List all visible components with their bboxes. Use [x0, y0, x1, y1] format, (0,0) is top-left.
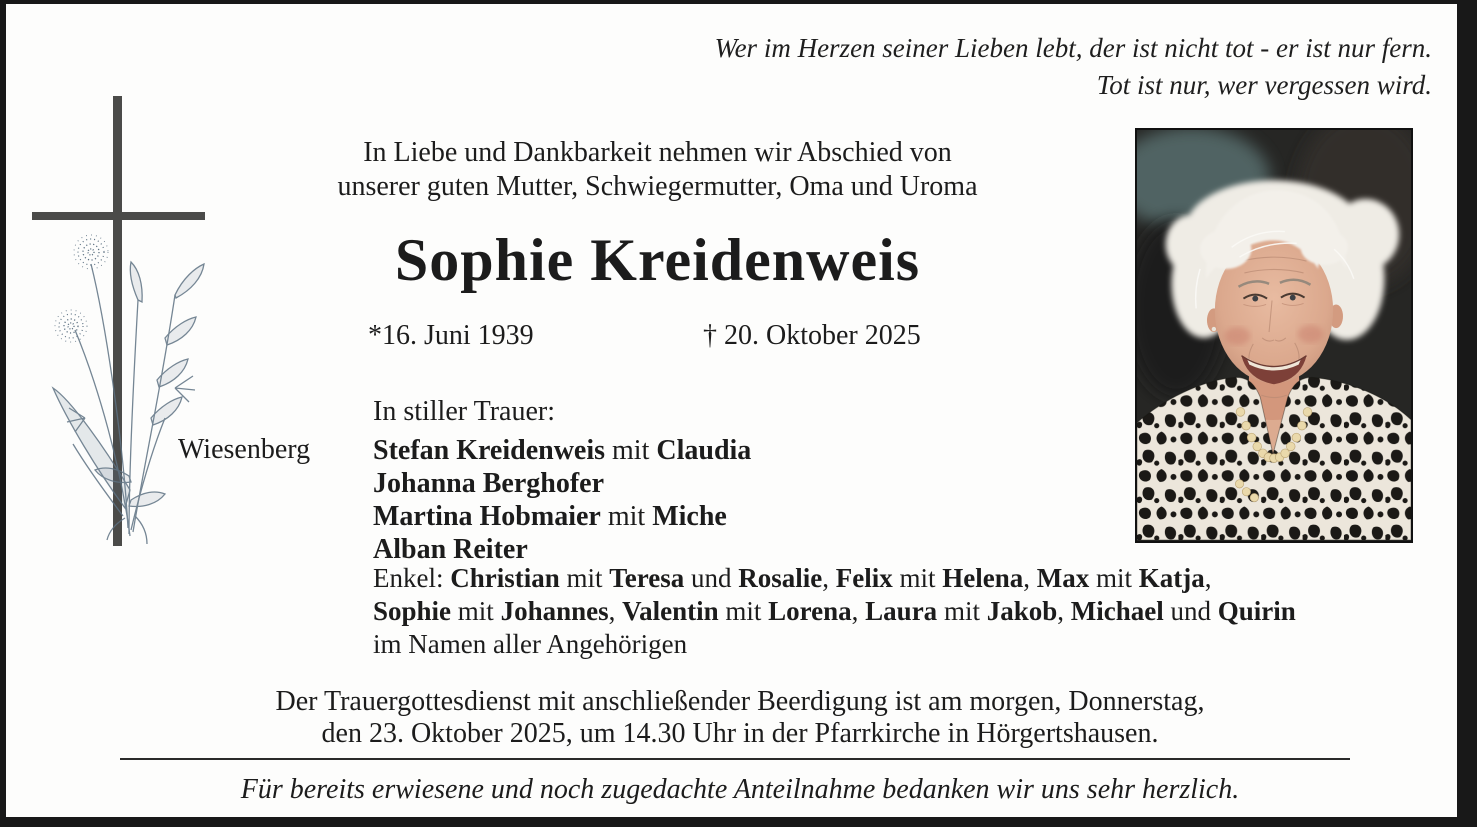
intro-line1: In Liebe und Dankbarkeit nehmen wir Abschied von [363, 137, 952, 168]
place-name: Wiesenberg [178, 434, 311, 465]
portrait-photo [1135, 128, 1413, 543]
page-border-left [0, 0, 6, 827]
thanks-line: Für bereits erwiesene und noch zugedachte Anteilnahme bedanken wir uns sehr herzlich. [240, 774, 1240, 805]
grandchildren-line1: Enkel: Christian mit Teresa und Rosalie, Felix mit Helena, Max mit Katja, [373, 563, 1212, 593]
page-border-right [1457, 0, 1477, 827]
page-border-bottom [0, 817, 1477, 827]
birth-date: *16. Juni 1939 [368, 320, 534, 351]
memorial-quote-line2: Tot ist nur, wer vergessen wird. [1096, 70, 1432, 100]
closing-line: im Namen aller Angehörigen [373, 629, 688, 659]
mourner-line: Alban Reiter [373, 534, 528, 565]
memorial-quote [715, 30, 1432, 104]
memorial-quote-line1: Wer im Herzen seiner Lieben lebt, der ist nicht tot - er ist nur fern. [714, 33, 1432, 63]
mourner-line: Johanna Berghofer [373, 468, 604, 499]
death-date: † 20. Oktober 2025 [703, 320, 921, 351]
mourner-line: Stefan Kreidenweis mit Claudia [373, 435, 752, 466]
mourner-line: Martina Hobmaier mit Miche [373, 501, 727, 532]
divider-line [120, 758, 1350, 760]
service-line1: Der Trauergottesdienst mit anschließender Beerdigung ist am morgen, Donnerstag, [275, 686, 1205, 717]
portrait-image [1137, 130, 1411, 541]
cross-flowers-art [25, 88, 215, 548]
intro-line2: unserer guten Mutter, Schwiegermutter, Oma und Uroma [337, 171, 978, 202]
cross-flowers-icon [25, 88, 215, 548]
intro-text [285, 136, 1030, 204]
mourning-label: In stiller Trauer: [373, 396, 555, 427]
service-line2: den 23. Oktober 2025, um 14.30 Uhr in der Pfarrkirche in Hörgertshausen. [321, 718, 1159, 749]
page-border-top [0, 0, 1477, 4]
mourners-list [373, 434, 751, 566]
deceased-name: Sophie Kreidenweis [394, 227, 921, 293]
grandchildren-line2: Sophie mit Johannes, Valentin mit Lorena, Laura mit Jakob, Michael und Quirin [373, 596, 1296, 626]
grandchildren-block [373, 562, 1448, 661]
service-info [95, 686, 1385, 750]
